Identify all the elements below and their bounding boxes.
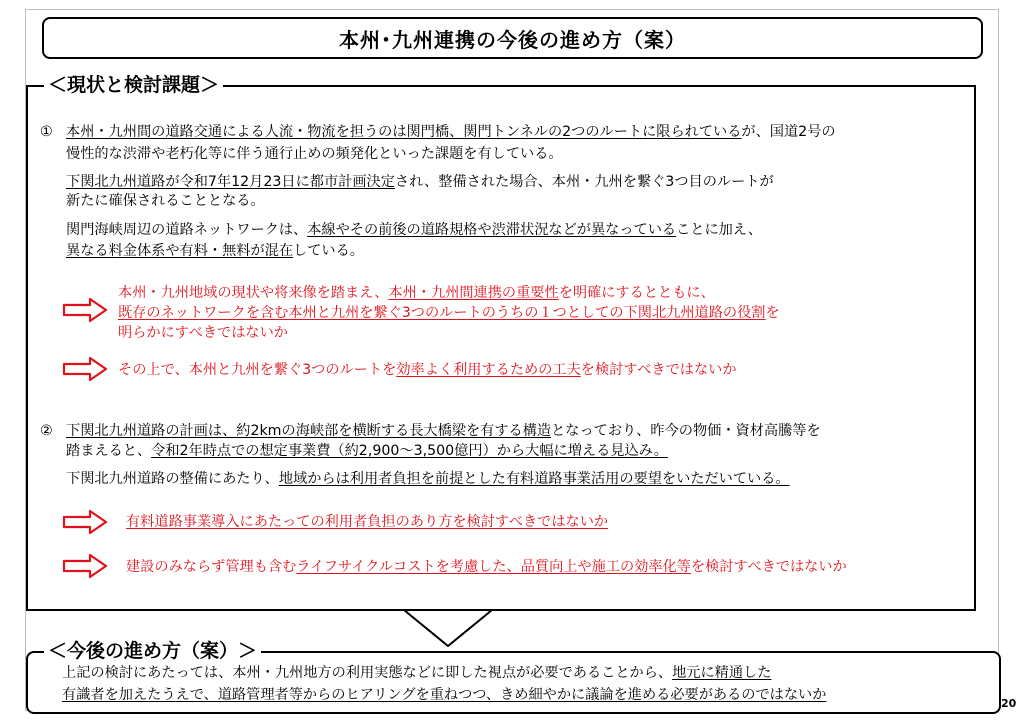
item1-line4: 新たに確保されることとなる。 <box>66 193 265 209</box>
future-line2: 有識者を加えたうえで、道路管理者等からのヒアリングを重ねつつ、きめ細やかに議論を進める必要があるのではないか <box>62 687 827 703</box>
right-arrow-icon <box>62 356 108 382</box>
slide-title: 本州･九州連携の今後の進め方（案） <box>42 17 983 59</box>
item1-proposal1-line2: 既存のネットワークを含む本州と九州を繋ぐ3つのルートのうちの１つとしての下関北九州道路の役割を <box>118 305 780 321</box>
item1-line6: 異なる料金体系や有料・無料が混在している。 <box>66 243 364 259</box>
item2-line1: 下関北九州道路の計画は、約2kmの海峡部を横断する長大橋梁を有する構造となっており、昨今の物価・資材高騰等を <box>66 423 821 439</box>
item1-number: ① <box>40 124 53 140</box>
right-arrow-icon <box>62 297 108 323</box>
page-number: 20 <box>1001 697 1017 710</box>
item2-proposal1: 有料道路事業導入にあたっての利用者負担のあり方を検討すべきではないか <box>126 514 609 530</box>
item1-line3: 下関北九州道路が令和7年12月23日に都市計画決定され、整備された場合、本州・九州を繋ぐ3つ目のルートが <box>66 174 774 190</box>
future-approach-heading: ＜今後の進め方（案）＞ <box>44 636 261 663</box>
item1-line5: 関門海峡周辺の道路ネットワークは、本線やその前後の道路規格や渋滞状況などが異なっていることに加え、 <box>66 222 763 238</box>
item2-line3: 下関北九州道路の整備にあたり、地域からは利用者負担を前提とした有料道路事業活用の要望をいただいている。 <box>66 471 790 487</box>
right-arrow-icon <box>62 553 108 579</box>
item2-number: ② <box>40 423 53 439</box>
item1-proposal1-line1: 本州・九州地域の現状や将来像を踏まえ、本州・九州間連携の重要性を明確にするとともに、 <box>118 285 715 301</box>
item1-line1: 本州・九州間の道路交通による人流・物流を担うのは関門橋、関門トンネルの2つのルートに限られているが、国道2号の <box>66 124 836 140</box>
current-status-heading: ＜現状と検討課題＞ <box>44 70 223 97</box>
item2-line2: 踏まえると、令和2年時点での想定事業費（約2,900～3,500億円）から大幅に増える見込み。 <box>66 443 668 459</box>
item1-line2: 慢性的な渋滞や老朽化等に伴う通行止めの頻発化といった課題を有している。 <box>66 146 563 162</box>
down-arrow-icon <box>398 608 498 648</box>
item1-proposal2: その上で、本州と九州を繋ぐ3つのルートを効率よく利用するための工夫を検討すべきではないか <box>118 362 737 378</box>
right-arrow-icon <box>62 509 108 535</box>
item2-proposal2: 建設のみならず管理も含むライフサイクルコストを考慮した、品質向上や施工の効率化等を検討すべきではないか <box>126 559 847 575</box>
future-line1: 上記の検討にあたっては、本州・九州地方の利用実態などに即した視点が必要であることから、地元に精通した <box>62 665 772 681</box>
item1-proposal1-line3: 明らかにすべきではないか <box>118 325 288 341</box>
